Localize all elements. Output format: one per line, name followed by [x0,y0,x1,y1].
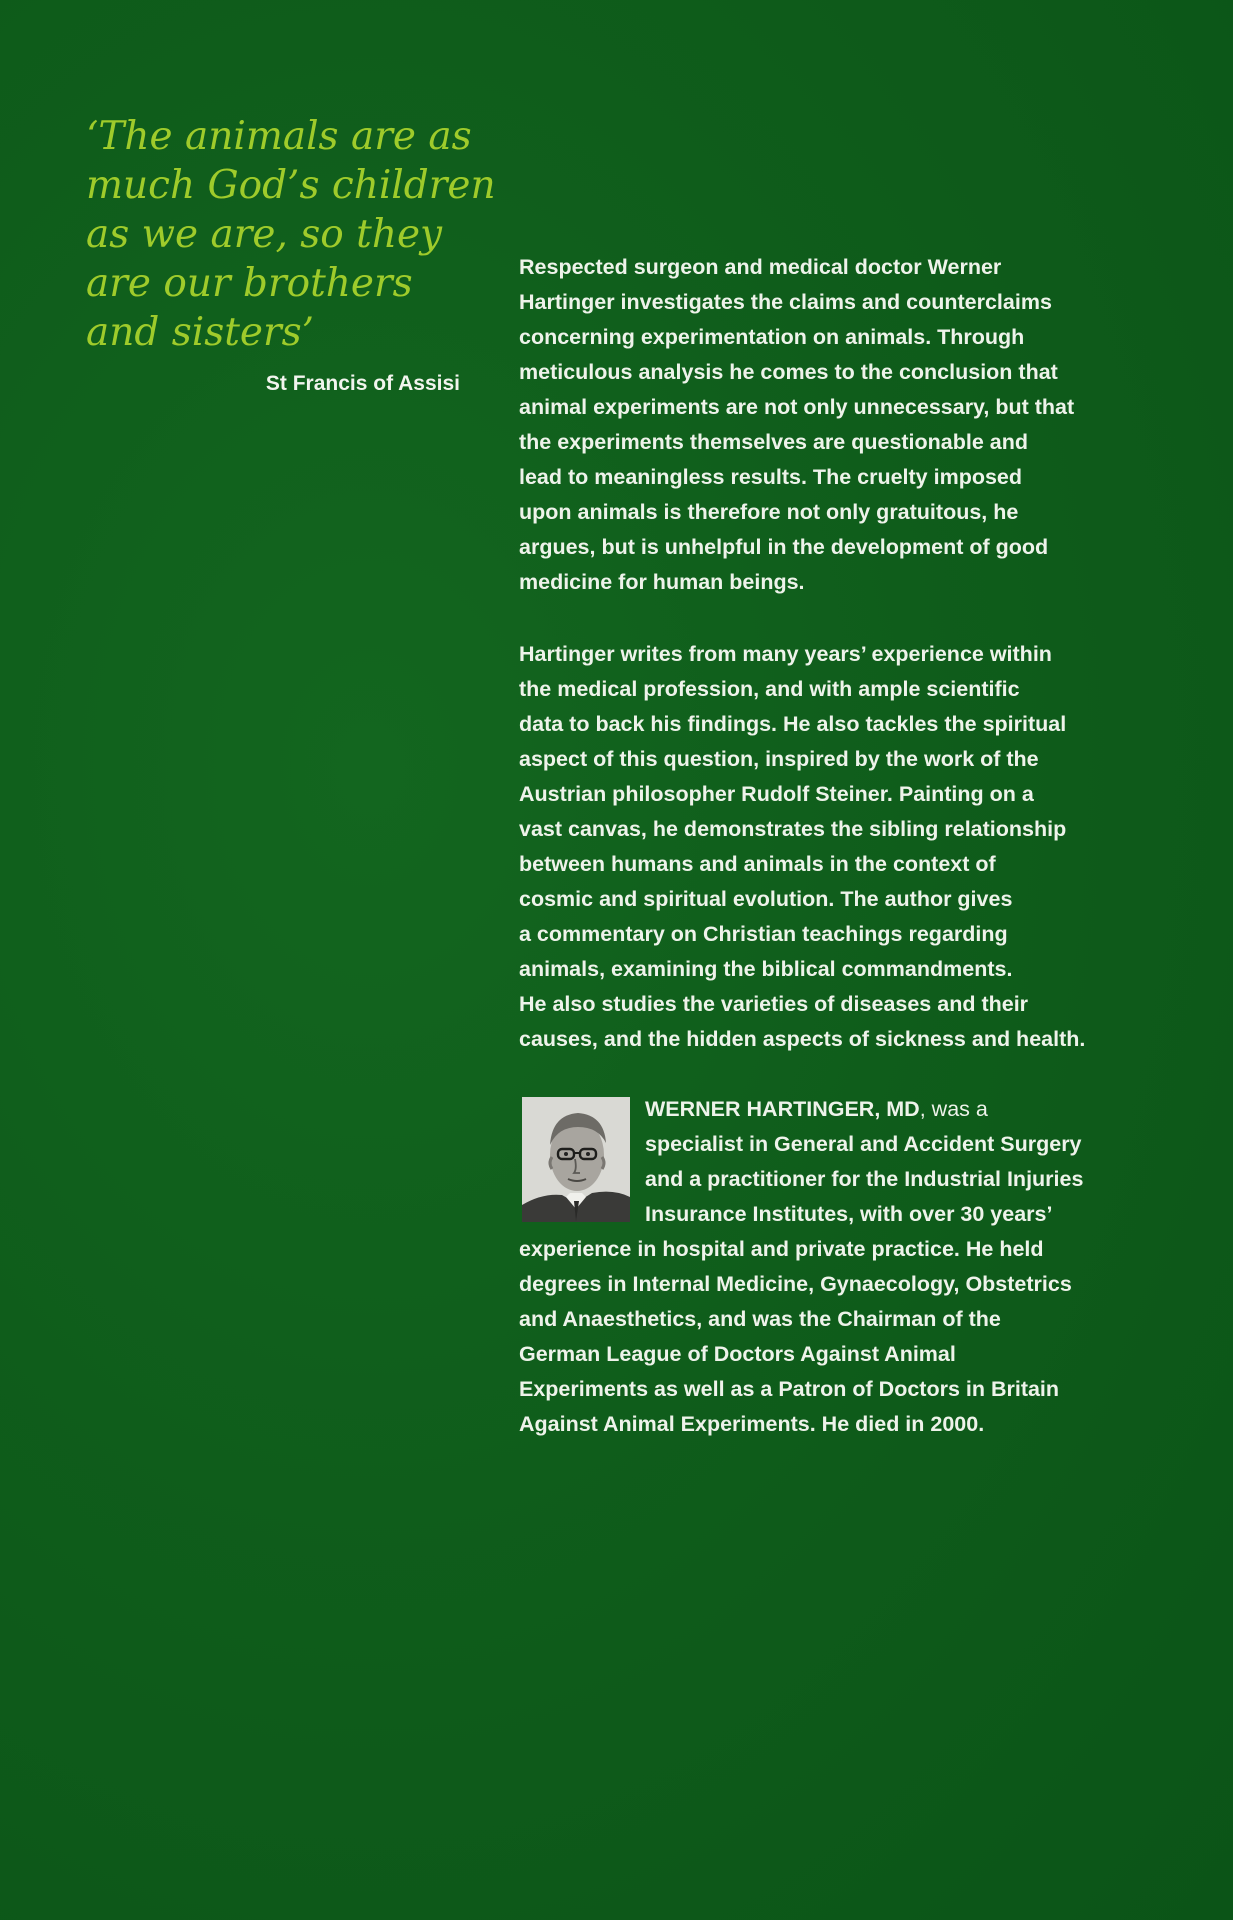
paragraph-line: Hartinger writes from many years’ experience within [519,642,1052,666]
bio-first-line [519,1092,1159,1127]
paragraph-line: argues, but is unhelpful in the development of good [519,535,1049,559]
quote-line: as we are, so they [86,212,443,257]
description-paragraph-1 [519,250,1159,600]
bio-line: Insurance Institutes, with over 30 years’ [645,1202,1053,1226]
paragraph-line: animal experiments are not only unnecessary, but that [519,395,1075,419]
quote-line: much God’s children [86,163,496,208]
paragraph-line: vast canvas, he demonstrates the sibling relationship [519,817,1067,841]
paragraph-line: animals, examining the biblical commandments. [519,957,1013,981]
description-paragraph-2 [519,637,1159,1057]
paragraph-line: upon animals is therefore not only gratuitous, he [519,500,1019,524]
paragraph-line: the experiments themselves are questionable and [519,430,1029,454]
paragraph-line: causes, and the hidden aspects of sickness and health. [519,1027,1086,1051]
bio-line: Experiments as well as a Patron of Doctors in Britain [519,1377,1060,1401]
quote-line: are our brothers [86,261,413,306]
bio-line: and a practitioner for the Industrial Injuries [645,1167,1084,1191]
bio-line: degrees in Internal Medicine, Gynaecology, Obstetrics [519,1272,1072,1296]
paragraph-line: the medical profession, and with ample scientific [519,677,1020,701]
quote-line: ‘The animals are as [86,114,472,159]
author-bio [519,1092,1159,1442]
paragraph-line: concerning experimentation on animals. Through [519,325,1025,349]
bio-first-line-rest: , was a [919,1097,988,1121]
paragraph-line: meticulous analysis he comes to the conclusion that [519,360,1058,384]
paragraph-line: lead to meaningless results. The cruelty imposed [519,465,1023,489]
paragraph-line: medicine for human beings. [519,570,805,594]
bio-line: Against Animal Experiments. He died in 2000. [519,1412,985,1436]
paragraph-line: Hartinger investigates the claims and counterclaims [519,290,1052,314]
bio-line: specialist in General and Accident Surgery [645,1132,1082,1156]
paragraph-line: Austrian philosopher Rudolf Steiner. Painting on a [519,782,1034,806]
paragraph-line: He also studies the varieties of diseases and their [519,992,1029,1016]
paragraph-line: data to back his findings. He also tackles the spiritual [519,712,1067,736]
paragraph-line: between humans and animals in the context of [519,852,996,876]
bio-line: experience in hospital and private practice. He held [519,1237,1044,1261]
paragraph-line: cosmic and spiritual evolution. The author gives [519,887,1013,911]
bio-line: German League of Doctors Against Animal [519,1342,956,1366]
quote-line: and sisters’ [86,310,315,355]
paragraph-line: a commentary on Christian teachings regarding [519,922,1008,946]
paragraph-line: Respected surgeon and medical doctor Werner [519,255,1002,279]
quote-attribution: St Francis of Assisi [265,372,460,395]
epigraph-quote [86,112,496,357]
bio-line: and Anaesthetics, and was the Chairman of the [519,1307,1001,1331]
author-name: WERNER HARTINGER, MD [645,1097,920,1121]
paragraph-line: aspect of this question, inspired by the work of the [519,747,1039,771]
